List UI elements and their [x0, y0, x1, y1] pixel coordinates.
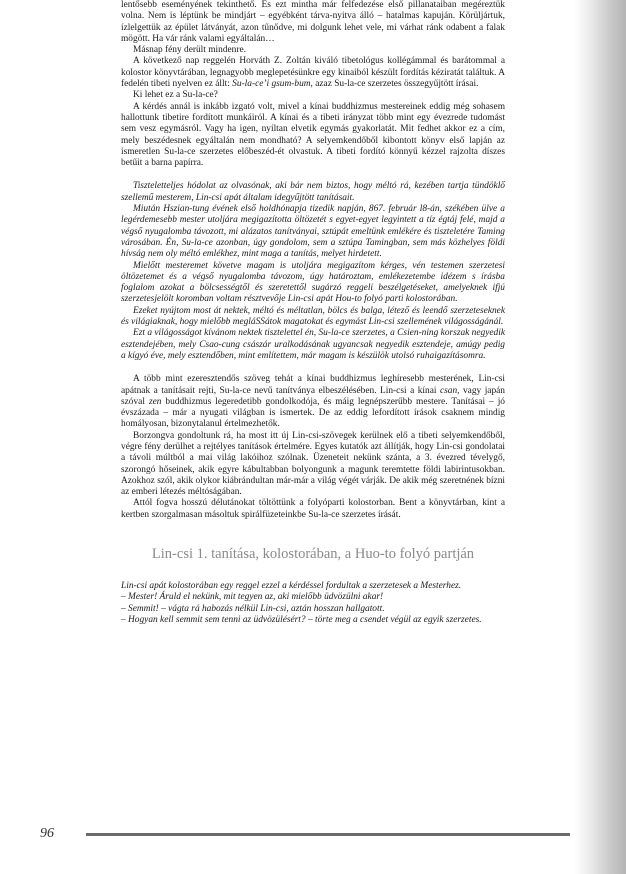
page-content: [121, 0, 505, 626]
italic-paragraph: Miután Hszian-tung évének első holdhónapja tizedik napján, 867. február l8-án, székében ülve a legérdemesebb mester utoljára megigazította öltözetét s egyet-egyet legyintett a tíz égtáj felé, majd a végső nyugalomba távozott, mi alázatos tanítványai, sztúpát emeltünk emlékére és tiszteletére Taming városában. Én, Su-la-ce azonban, úgy gondolom, sem a sztúpa Tamingban, sem más közhelyes földi hívság nem oly méltó emlékhez, mint maga a tanítás, melyet hirdetett.: [121, 204, 505, 260]
preface-italic-section: [121, 181, 505, 362]
page-edge-shadow: [574, 0, 626, 874]
page-number: 96: [40, 826, 54, 841]
paragraph: lentősebb eseményének tekinthető. És ezt mintha már felfedezése első pillanataiban megéreztük volna. Nem is léptünk be mindjárt – egyébként tárva-nyitva álló – hatalmas kapuján. Körüljártuk, ízlelgettük az épület látványát, azon tűnődve, mi dolgunk lehet vele, mi várhat ránk odabent a falak mögött. Ha vár ránk valami egyáltalán…: [121, 0, 505, 44]
paragraph: A több mint ezeresztendős szöveg tehát a kínai buddhizmus leghíresebb mesterének, Lin-csi apátnak a tanításait rejti, Su-la-ce nevű tanítványa elbeszélésében. Lin-csi a kínai csan, vagy japán szóval zen buddhizmus legeredetibb gondolkodója, és máig legnépszerűbb mestere. Tanításai – jó évszázada – már a nyugati világban is ismertek. De az eddig lefordított írások csaknem mindig homályosan, bizonytalanul értelmezhetők.: [121, 374, 505, 430]
chapter-title: Lin-csi 1. tanítása, kolostorában, a Huo-to folyó partján: [151, 546, 475, 563]
dialogue-line: – Semmit! – vágta rá habozás nélkül Lin-csi, aztán hosszan hallgatott.: [121, 603, 385, 614]
italic-paragraph: Ezt a világosságot kívánom nektek tisztelettel én, Su-la-ce szerzetes, a Csien-ning korszak negyedik esztendejében, mely Csao-cung császár uralkodásának ugyancsak negyedik esztendeje, amúgy pedig a kígyó éve, mely esztendőben, mint említettem, már magam is készülök utolsó ruhaigazításomra.: [121, 328, 505, 361]
paragraph: A következő nap reggelén Horváth Z. Zoltán kiváló tibetológus kollégámmal és barátommal a kolostor könyvtárában, legnagyobb meglepetésünkre egy kinaiból készült fordítás kéziratát találtuk. A fedelén tibeti nyelven ez állt: Su-la-ce’i gsum-bum, azaz Su-la-ce szerzetes összegyűjtött írásai.: [121, 56, 505, 90]
paragraph: Ki lehet ez a Su-la-ce?: [133, 90, 218, 101]
paragraph: Másnap fény derült mindenre.: [133, 45, 246, 56]
paragraph: Attól fogva hosszú délutánokat töltöttünk a folyóparti kolostorban. Bent a könyvtárban, kint a kertben szorgalmasan másoltuk spirálfüzeteinkbe Su-la-ce szerzetes írását.: [121, 498, 505, 520]
body-section-2: [121, 374, 505, 521]
body-section-1: [121, 0, 505, 169]
paragraph: Borzongva gondoltunk rá, ha most itt új Lin-csi-szövegek kerülnek elő a tibeti selyemkendőből, végre fény derülhet a rejtélyes tanítások értelmére. Egyes kutatók azt állítják, hogy Lin-csi gondolatai a távoli múltból a mai világ lakóihoz szólnak. Üzeneteit nekünk szánta, a 3. évezred tévelygő, szorongó hőseinek, akik egyre kábultabban bolyongunk a magunk teremtette földi labirintusokban. Azokhoz szól, akik olykor kiábrándultan már-már a világ végét várják. De akik még szeretnének bízni az emberi létezés méltóságában.: [121, 430, 505, 498]
dialogue-line: Lin-csi apát kolostorában egy reggel ezzel a kérdéssel fordultak a szerzetesek a Mesterhez.: [121, 581, 462, 592]
italic-paragraph: Ezeket nyújtom most át nektek, méltó és méltatlan, bölcs és balga, létező és leendő szerzeteseknek és világiaknak, hogy mielőbb megláSSátok magatokat és egymást Lin-csi szellemének világosságánál.: [121, 305, 505, 328]
dialogue-line: – Hogyan kell semmit sem tenni az üdvözülésért? – törte meg a csendet végül az egyik szerzetes.: [121, 614, 482, 625]
footer-rule: [86, 833, 570, 836]
chapter-opening: [121, 581, 505, 626]
italic-paragraph: Tiszteletteljes hódolat az olvasónak, aki bár nem biztos, hogy méltó rá, kezében tartja tündöklő szellemű mesterem, Lin-csi apát általam idegyűjtött tanításait.: [121, 181, 505, 203]
dialogue-line: – Mester! Áruld el nekünk, mit tegyen az, aki mielőbb üdvözülni akar!: [121, 592, 384, 603]
paragraph: A kérdés annál is inkább izgató volt, mivel a kínai buddhizmus mestereinek eddig még sohasem hallottunk tibetire fordított munkáiról. A kínai és a tibeti irányzat több mint egy évezrede tudomást sem vesz egymásról. Vagy ha igen, nyíltan elvetik egymás gyakorlatát. Mit fedhet akkor ez a cím, mely beszédesnek egyáltalán nem mondható? A selyemkendőből kibontott könyv első lapján az ismeretlen Su-la-ce szerzetes előbeszéd-ét olvastuk. A tibeti fordító könnyű kézzel rajzolta díszes betűit a barna papírra.: [121, 101, 505, 169]
italic-paragraph: Mielőtt mesteremet követve magam is utoljára megigazítom kérges, vén testemen szerzetesi öltözetemet és a végső nyugalomba távozom, úgy határoztam, emlékezetembe idézem s írásba foglalom azokat a bölcsességtől és szeretettől sugárzó reggeli beszélgetéseket, amelyeknek ifjú szerzetesjelölt koromban voltam résztvevője Lin-csi apát Hou-to folyó parti kolostorában.: [121, 260, 505, 305]
